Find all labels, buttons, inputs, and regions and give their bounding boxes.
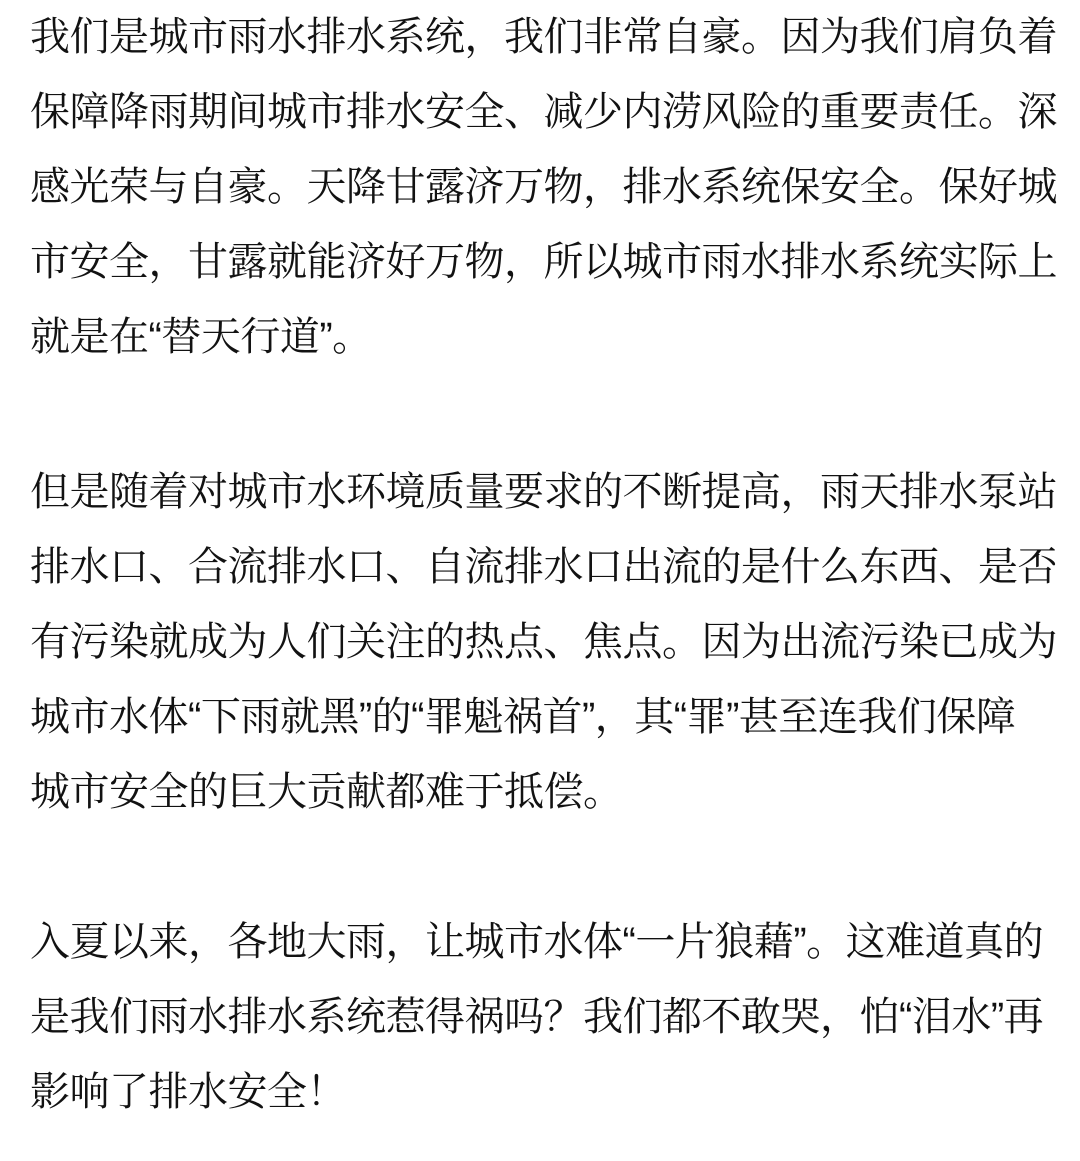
text-line: 就是在“替天行道”。 <box>30 315 372 359</box>
text-line: 市安全，甘露就能济好万物，所以城市雨水排水系统实际上 <box>30 240 1057 284</box>
paragraph <box>30 905 1050 1130</box>
text-line: 有污染就成为人们关注的热点、焦点。因为出流污染已成为 <box>30 620 1057 664</box>
text-line: 城市水体“下雨就黑”的“罪魁祸首”，其“罪”甚至连我们保障 <box>30 695 1016 739</box>
text-line: 我们是城市雨水排水系统，我们非常自豪。因为我们肩负着 <box>30 15 1057 59</box>
text-line: 是我们雨水排水系统惹得祸吗？我们都不敢哭，怕“泪水”再 <box>30 995 1044 1039</box>
paragraph <box>30 0 1057 375</box>
text-line: 影响了排水安全！ <box>30 1070 346 1114</box>
text-line: 感光荣与自豪。天降甘露济万物，排水系统保安全。保好城 <box>30 165 1057 209</box>
text-line: 但是随着对城市水环境质量要求的不断提高，雨天排水泵站 <box>30 470 1057 514</box>
text-line: 城市安全的巨大贡献都难于抵偿。 <box>30 770 623 814</box>
text-line: 排水口、合流排水口、自流排水口出流的是什么东西、是否 <box>30 545 1057 589</box>
article-body <box>30 0 1057 1130</box>
text-line: 入夏以来，各地大雨，让城市水体“一片狼藉”。这难道真的 <box>30 920 1044 964</box>
paragraph <box>30 455 1057 830</box>
text-line: 保障降雨期间城市排水安全、减少内涝风险的重要责任。深 <box>30 90 1057 134</box>
